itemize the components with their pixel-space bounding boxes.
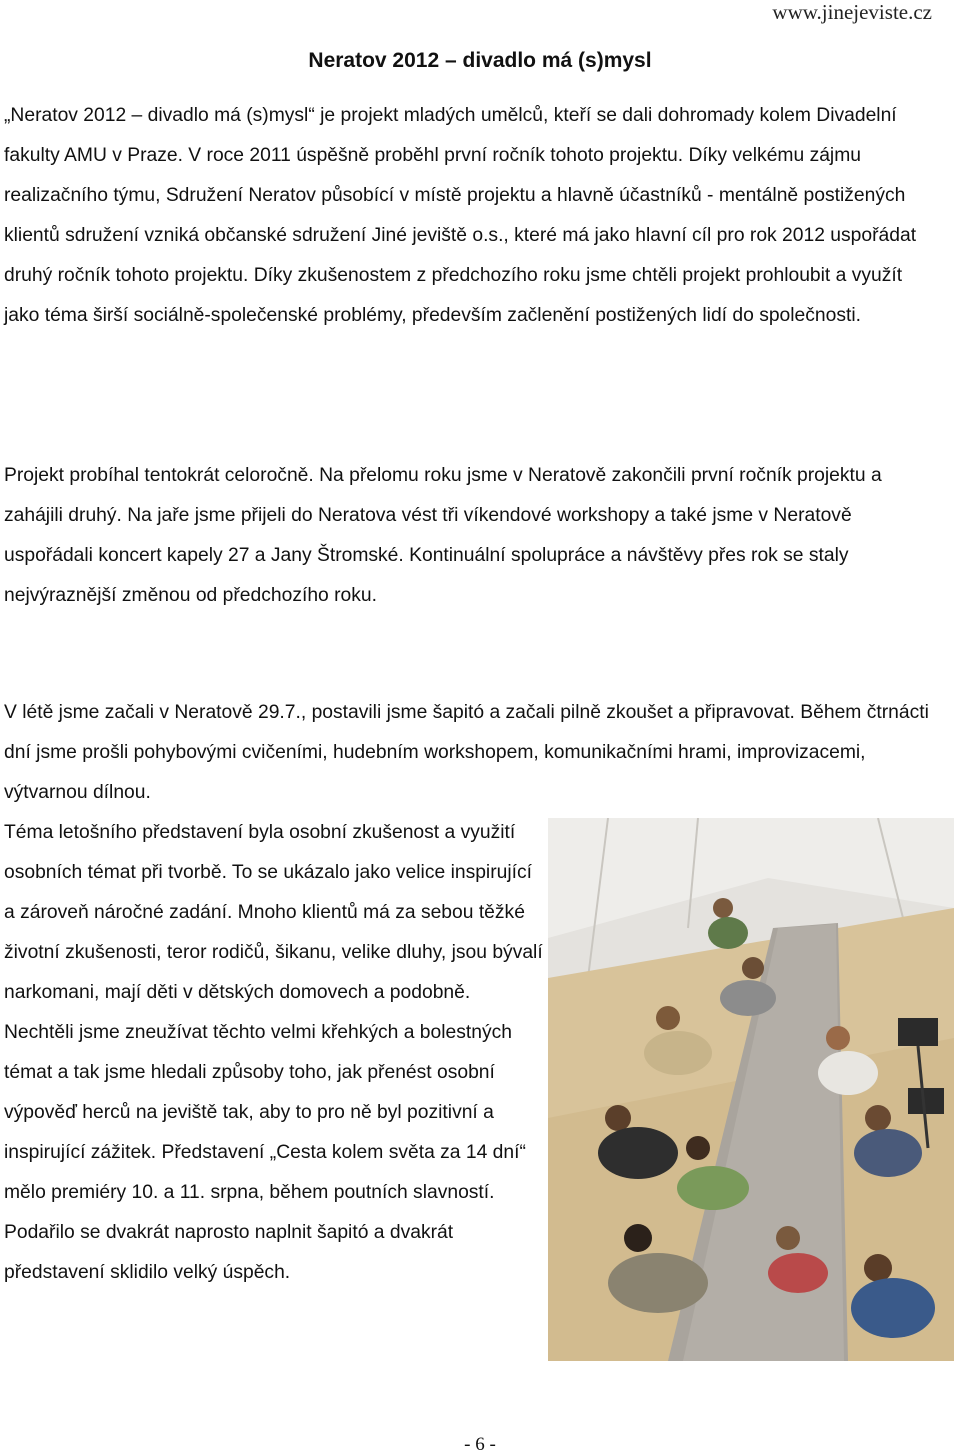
paragraph-summer: V létě jsme začali v Neratově 29.7., postavili jsme šapitó a začali pilně zkoušet a připravovat. Během čtrnácti dní jsme prošli pohybovými cvičeními, hudebním workshopem, komunikačními hrami, improvizacemi, výtvarnou dílnou.: [4, 702, 929, 803]
paragraph-intro: „Neratov 2012 – divadlo má (s)mysl“ je projekt mladých umělců, kteří se dali dohromady kolem Divadelní fakulty AMU v Praze. V roce 2011 úspěšně proběhl první ročník tohoto projektu. Díky velkému zájmu realizačního týmu, Sdružení Neratov působící v místě projektu a hlavně účastníků - mentálně postižených klientů sdružení vzniká občanské sdružení Jiné jeviště o.s., které má jako hlavní cíl pro rok 2012 uspořádat druhý ročník tohoto projektu. Díky zkušenostem z předchozího roku jsme chtěli projekt prohloubit a využít jako téma širší sociálně-společenské problémy, především začlenění postižených lidí do společnosti.: [4, 105, 917, 326]
site-url: www.jinejeviste.cz: [772, 0, 932, 24]
workshop-photo: [548, 818, 954, 1361]
paragraph-theme: Téma letošního představení byla osobní zkušenost a využití osobních témat při tvorbě. To se ukázalo jako velice inspirující a zároveň náročné zadání. Mnoho klientů má za sebou těžké životní zkušenosti, teror rodičů, šikanu, velike dluhy, jsou bývalí narkomani, mají děti v dětských domovech a podobně. Nechtěli jsme zneužívat těchto velmi křehkých a bolestných témat a tak jsme hledali způsoby toho, jak přenést osobní výpověď herců na jeviště tak, aby to pro ně byl pozitivní a inspirující zážitek. Představení „Cesta kolem světa za 14 dní“ mělo premiéry 10. a 11. srpna, během poutních slavností. Podařilo se dvakrát naprosto naplnit šapitó a dvakrát představení sklidilo velký úspěch.: [4, 822, 543, 1283]
document-title: Neratov 2012 – divadlo má (s)mysl: [308, 49, 652, 72]
page-number: - 6 -: [464, 1434, 496, 1455]
paragraph-year-round: Projekt probíhal tentokrát celoročně. Na přelomu roku jsme v Neratově zakončili první ročník projektu a zahájili druhý. Na jaře jsme přijeli do Neratova vést tři víkendové workshopy a také jsme v Neratově uspořádali koncert kapely 27 a Jany Štromské. Kontinuální spolupráce a návštěvy přes rok se staly nejvýraznější změnou od předchozího roku.: [4, 465, 882, 606]
